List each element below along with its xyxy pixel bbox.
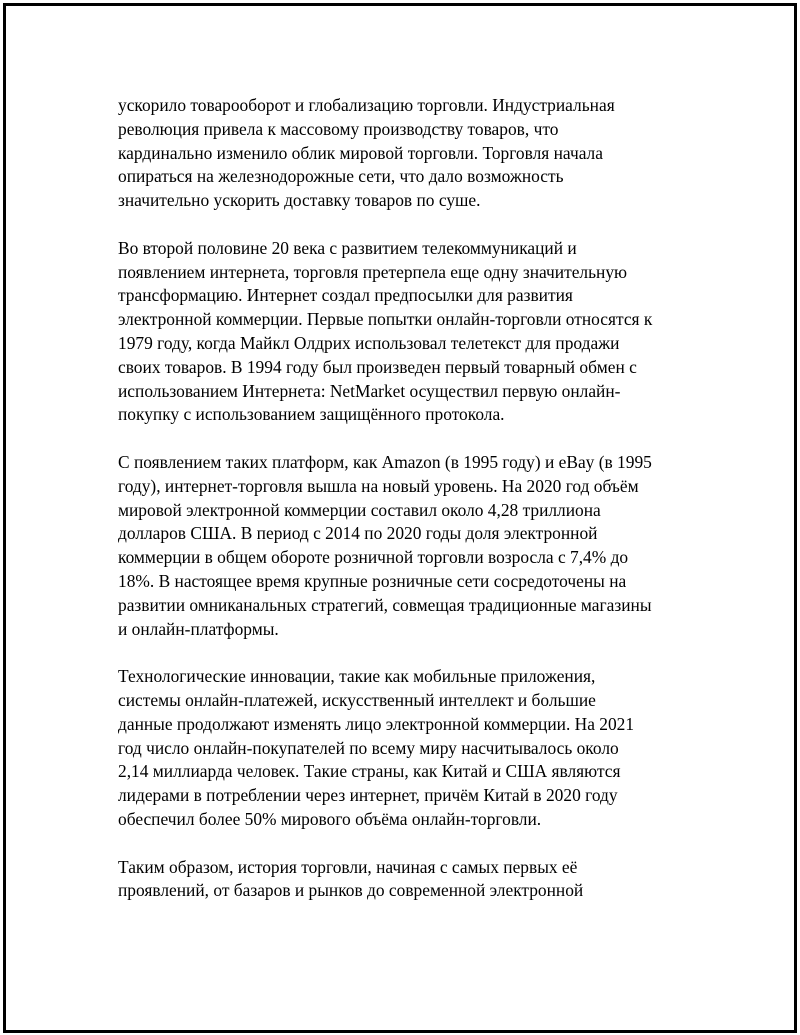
paragraph — [118, 237, 698, 427]
text-line: лидерами в потреблении через интернет, причём Китай в 2020 году — [118, 785, 618, 806]
text-line: кардинально изменило облик мировой торговли. Торговля начала — [118, 142, 603, 163]
text-line: покупку с использованием защищённого протокола. — [118, 404, 505, 425]
paragraph — [118, 94, 698, 213]
paragraph — [118, 856, 698, 904]
paragraph — [118, 451, 698, 641]
text-line: 18%. В настоящее время крупные розничные сети сосредоточены на — [118, 570, 627, 591]
text-line: появлением интернета, торговля претерпела еще одну значительную — [118, 261, 628, 282]
text-line: развитии омниканальных стратегий, совмещая традиционные магазины — [118, 594, 652, 615]
text-line: и онлайн-платформы. — [118, 618, 279, 639]
text-line: году), интернет-торговля вышла на новый уровень. На 2020 год объём — [118, 475, 639, 496]
text-line: революция привела к массовому производству товаров, что — [118, 118, 559, 139]
text-line: опираться на железнодорожные сети, что дало возможность — [118, 166, 564, 187]
document-body — [118, 94, 698, 927]
text-line: мировой электронной коммерции составил около 4,28 триллиона — [118, 499, 601, 520]
text-line: использованием Интернета: NetMarket осуществил первую онлайн- — [118, 380, 621, 401]
text-line: коммерции в общем обороте розничной торговли возросла с 7,4% до — [118, 547, 629, 568]
text-line: своих товаров. В 1994 году был произведен первый товарный обмен с — [118, 356, 637, 377]
text-line: значительно ускорить доставку товаров по суше. — [118, 190, 481, 211]
text-line: данные продолжают изменять лицо электронной коммерции. На 2021 — [118, 713, 635, 734]
paragraph — [118, 665, 698, 832]
text-line: ускорило товарооборот и глобализацию торговли. Индустриальная — [118, 95, 615, 115]
text-line: год число онлайн-покупателей по всему миру насчитывалось около — [118, 737, 619, 758]
text-line: системы онлайн-платежей, искусственный интеллект и большие — [118, 689, 596, 710]
text-line: проявлений, от базаров и рынков до современной электронной — [118, 880, 584, 901]
text-line: электронной коммерции. Первые попытки онлайн-торговли относятся к — [118, 309, 653, 330]
text-line: Таким образом, история торговли, начиная с самых первых её — [118, 856, 578, 877]
text-line: Технологические инновации, такие как мобильные приложения, — [118, 666, 596, 687]
text-line: долларов США. В период с 2014 по 2020 годы доля электронной — [118, 523, 598, 544]
text-line: трансформацию. Интернет создал предпосылки для развития — [118, 285, 573, 306]
text-line: обеспечил более 50% мирового объёма онлайн-торговли. — [118, 808, 542, 829]
text-line: 2,14 миллиарда человек. Такие страны, как Китай и США являются — [118, 761, 621, 782]
text-line: С появлением таких платформ, как Amazon (в 1995 году) и eBay (в 1995 — [118, 451, 652, 472]
text-line: 1979 году, когда Майкл Олдрих использовал телетекст для продажи — [118, 332, 620, 353]
text-line: Во второй половине 20 века с развитием телекоммуникаций и — [118, 237, 577, 258]
